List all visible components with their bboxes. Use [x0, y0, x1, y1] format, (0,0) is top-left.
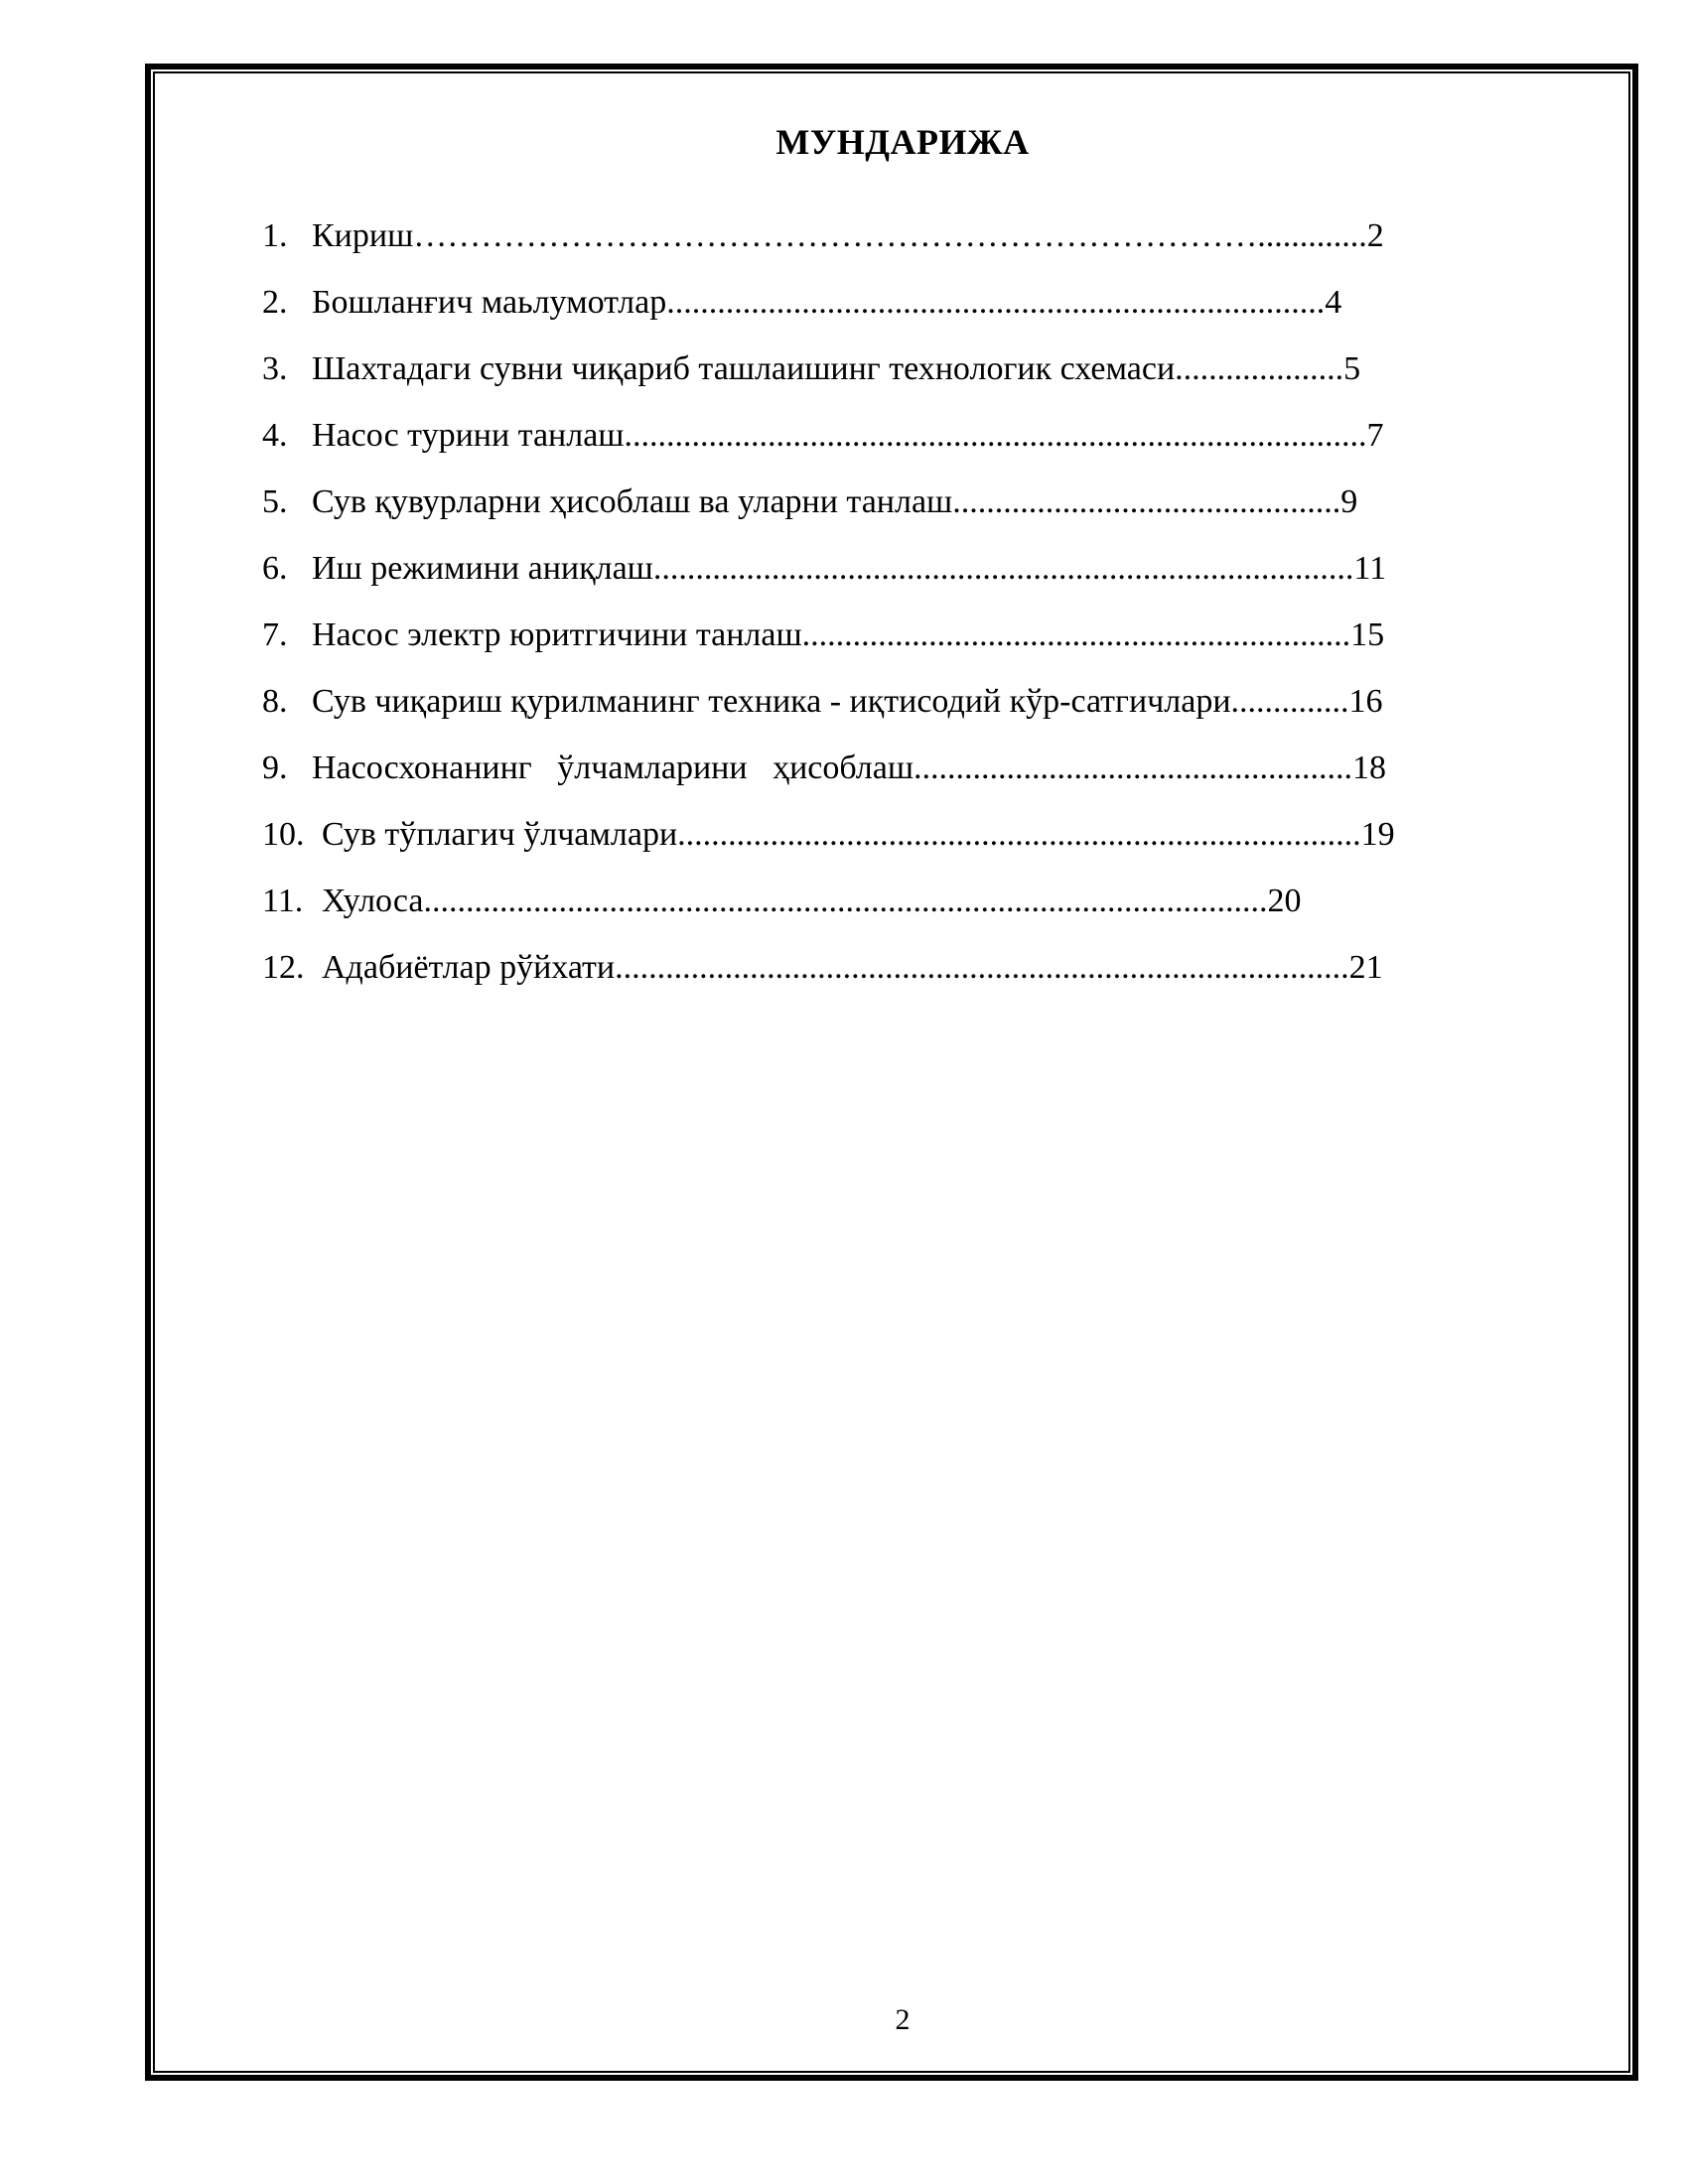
- toc-entry-page: 21: [1348, 949, 1383, 986]
- toc-entry-leader: ...................................................................................: [652, 550, 1354, 587]
- toc-entry[interactable]: [262, 414, 1383, 458]
- toc-entry-number: 2.: [262, 284, 288, 321]
- toc-entry-title: Насос электр юритгичини танлаш: [312, 616, 802, 653]
- toc-entry-leader: ....................................................................................................: [423, 883, 1268, 919]
- toc-entry-number: 1.: [262, 217, 288, 254]
- toc-entry-title: Адабиётлар рўйхати: [322, 949, 616, 986]
- toc-entry[interactable]: [262, 347, 1360, 391]
- toc-entry-page: 15: [1350, 616, 1385, 653]
- toc-entry-number: 6.: [262, 550, 288, 587]
- toc-entry-number: 7.: [262, 616, 288, 653]
- toc-entry-page: 2: [1366, 217, 1384, 254]
- toc-entry-title: Сув қувурларни ҳисоблаш ва уларни танлаш: [312, 483, 953, 520]
- toc-entry-number: 8.: [262, 683, 288, 720]
- toc-entry-leader: ..............: [1230, 683, 1349, 720]
- toc-entry[interactable]: [262, 747, 1386, 790]
- toc-entry[interactable]: [262, 880, 1301, 923]
- toc-entry-page: 18: [1352, 750, 1387, 786]
- toc-entry-title: Иш режимини аниқлаш: [312, 550, 653, 587]
- toc-entry[interactable]: [262, 281, 1341, 325]
- toc-entry-leader: .................................................................: [801, 616, 1351, 653]
- toc-entry-page: 11: [1353, 550, 1387, 587]
- toc-entry[interactable]: [262, 946, 1383, 990]
- toc-entry[interactable]: [262, 680, 1383, 724]
- toc-entry-title: Сув тўплагич ўлчамлари: [322, 816, 678, 853]
- toc-entry-leader: ........................................................................................: [624, 417, 1367, 454]
- toc-entry-number: 10.: [262, 816, 305, 853]
- toc-entry-title: Бошланғич маьлумотлар: [312, 284, 667, 321]
- toc-entry-page: 5: [1343, 350, 1361, 387]
- toc-entry-page: 4: [1325, 284, 1342, 321]
- toc-entry-leader: ....................................................: [914, 750, 1353, 786]
- toc-entry-number: 12.: [262, 949, 305, 986]
- page-number: 2: [895, 2003, 911, 2036]
- toc-entry-title: Кириш: [312, 217, 414, 254]
- toc-entry-number: 5.: [262, 483, 288, 520]
- toc-entry-title: Шахтадаги сувни чиқариб ташлаишинг технологик схемаси: [312, 350, 1176, 387]
- toc-entry-leader: .......................................................................................: [615, 949, 1349, 986]
- toc-entry-page: 19: [1360, 816, 1395, 853]
- toc-entry-leader: ..............................................................................: [666, 284, 1326, 321]
- toc-entry[interactable]: [262, 547, 1386, 591]
- toc-entry-leader: .................................................................................: [677, 816, 1361, 853]
- toc-entry-page: 16: [1348, 683, 1383, 720]
- toc-entry-page: 20: [1267, 883, 1302, 919]
- toc-entry-page: 7: [1366, 417, 1384, 454]
- toc-entry-title: Насосхонанинг ўлчамларини ҳисоблаш: [312, 750, 914, 786]
- toc-entry[interactable]: [262, 614, 1384, 657]
- toc-entry[interactable]: [262, 214, 1384, 258]
- toc-entry-leader: ....................: [1175, 350, 1344, 387]
- toc-entry-number: 11.: [262, 883, 304, 919]
- document-title: МУНДАРИЖА: [775, 122, 1030, 162]
- toc-entry-number: 3.: [262, 350, 288, 387]
- toc-entry[interactable]: [262, 813, 1395, 857]
- toc-entry-leader: ………………………………………………………………….............: [413, 217, 1367, 254]
- toc-entry-leader: ..............................................: [952, 483, 1341, 520]
- toc-entry-title: Хулоса: [322, 883, 424, 919]
- toc-entry-title: Насос турини танлаш: [312, 417, 625, 454]
- toc-entry-page: 9: [1340, 483, 1358, 520]
- toc-entry-number: 9.: [262, 750, 288, 786]
- toc-entry-number: 4.: [262, 417, 288, 454]
- toc-entry[interactable]: [262, 480, 1357, 524]
- toc-entry-title: Сув чиқариш қурилманинг техника - иқтисодий кўр-сатгичлари: [312, 683, 1231, 720]
